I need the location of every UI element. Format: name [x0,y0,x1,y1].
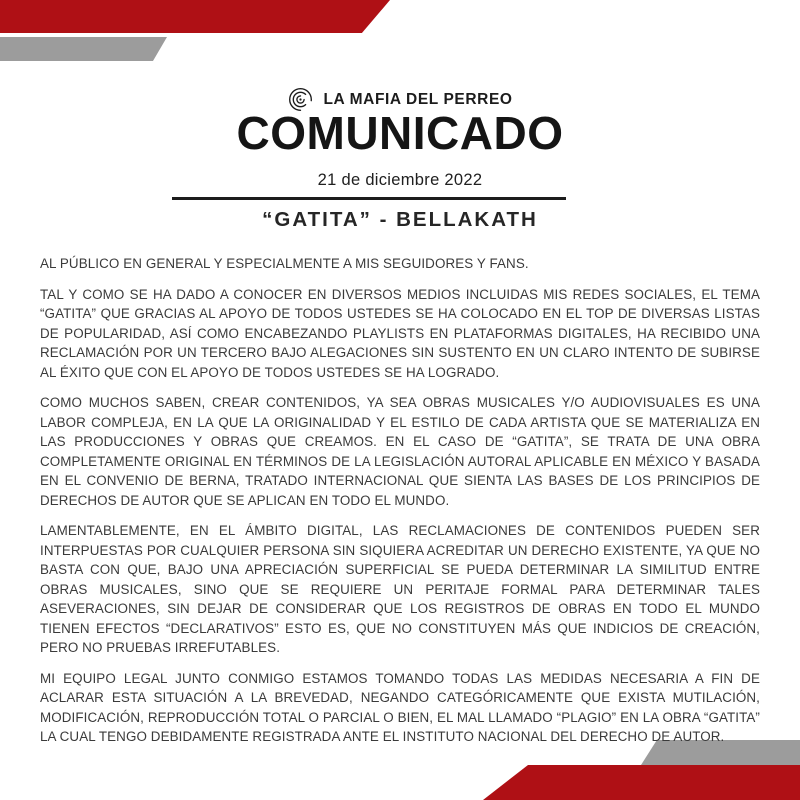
body-paragraph: AL PÚBLICO EN GENERAL Y ESPECIALMENTE A MIS SEGUIDORES Y FANS. [40,256,529,271]
body-paragraph: TAL Y COMO SE HA DADO A CONOCER EN DIVERSOS MEDIOS INCLUIDAS MIS REDES SOCIALES, EL TEMA “GATITA” QUE GRACIAS AL APOYO DE TODOS USTEDES SE HA COLOCADO EN EL TOP DE DIVERSAS LISTAS DE POPULARIDAD, ASÍ COMO ENCABEZANDO PLAYLISTS EN PLATAFORMAS DIGITALES, HA RECIBIDO UNA RECLAMACIÓN POR UN TERCERO BAJO ALEGACIONES SIN SUSTENTO EN UN CLARO INTENTO DE SUBIRSE AL ÉXITO QUE CON EL APOYO DE TODOS USTEDES SE HA LOGRADO. [40,286,760,380]
top-gray-ribbon [0,37,167,61]
divider-rule [172,197,566,200]
body-paragraph: LAMENTABLEMENTE, EN EL ÁMBITO DIGITAL, LAS RECLAMACIONES DE CONTENIDOS PUEDEN SER INTERPUESTAS POR CUALQUIER PERSONA SIN SIQUIERA ACREDITAR UN DERECHO EXISTENTE, YA QUE NO BASTA CON QUE, BAJO UNA APRECIACIÓN SUPERFICIAL SE PUEDA DETERMINAR LA SIMILITUD ENTRE OBRAS MUSICALES, SINO QUE SE REQUIERE UN PERITAJE FORMAL PARA DETERMINAR TALES ASEVERACIONES, SIN DEJAR DE CONSIDERAR QUE LOS REGISTROS DE OBRAS EN TODO EL MUNDO TIENEN EFECTOS “DECLARATIVOS” ESTO ES, QUE NO CONSTITUYEN MÁS QUE INDICIOS DE CREACIÓN, PERO NO PRUEBAS IRREFUTABLES. [40,523,760,655]
document-body [40,254,760,747]
body-paragraph: COMO MUCHOS SABEN, CREAR CONTENIDOS, YA SEA OBRAS MUSICALES Y/O AUDIOVISUALES ES UNA LABOR COMPLEJA, EN LA QUE LA ORIGINALIDAD Y EL ESTILO DE CADA ARTISTA QUE SE MATERIALIZA EN LAS PRODUCCIONES Y OBRAS QUE CREAMOS. EN EL CASO DE “GATITA”, SE TRATA DE UNA OBRA COMPLETAMENTE ORIGINAL EN TÉRMINOS DE LA LEGISLACIÓN AUTORAL APLICABLE EN MÉXICO Y BASADA EN EL CONVENIO DE BERNA, TRATADO INTERNACIONAL QUE SIENTA LAS BASES DE LOS PRINCIPIOS DE DERECHOS DE AUTOR QUE SE APLICAN EN TODO EL MUNDO. [40,395,760,508]
top-red-ribbon [0,0,390,33]
brand-name: LA MAFIA DEL PERREO [323,90,513,108]
document-subject: “GATITA” - BELLAKATH [262,208,538,231]
body-paragraph: MI EQUIPO LEGAL JUNTO CONMIGO ESTAMOS TOMANDO TODAS LAS MEDIDAS NECESARIA A FIN DE ACLARAR ESTA SITUACIÓN A LA BREVEDAD, NEGANDO CATEGÓRICAMENTE QUE EXISTA MUTILACIÓN, MODIFICACIÓN, REPRODUCCIÓN TOTAL O PARCIAL O BIEN, EL MAL LLAMADO “PLAGIO” EN LA OBRA “GATITA” LA CUAL TENGO DEBIDAMENTE REGISTRADA ANTE EL INSTITUTO NACIONAL DEL DERECHO DE AUTOR. [40,670,760,744]
document-date: 21 de diciembre 2022 [317,171,483,189]
bottom-red-ribbon [483,765,800,800]
document-title: COMUNICADO [236,107,564,159]
